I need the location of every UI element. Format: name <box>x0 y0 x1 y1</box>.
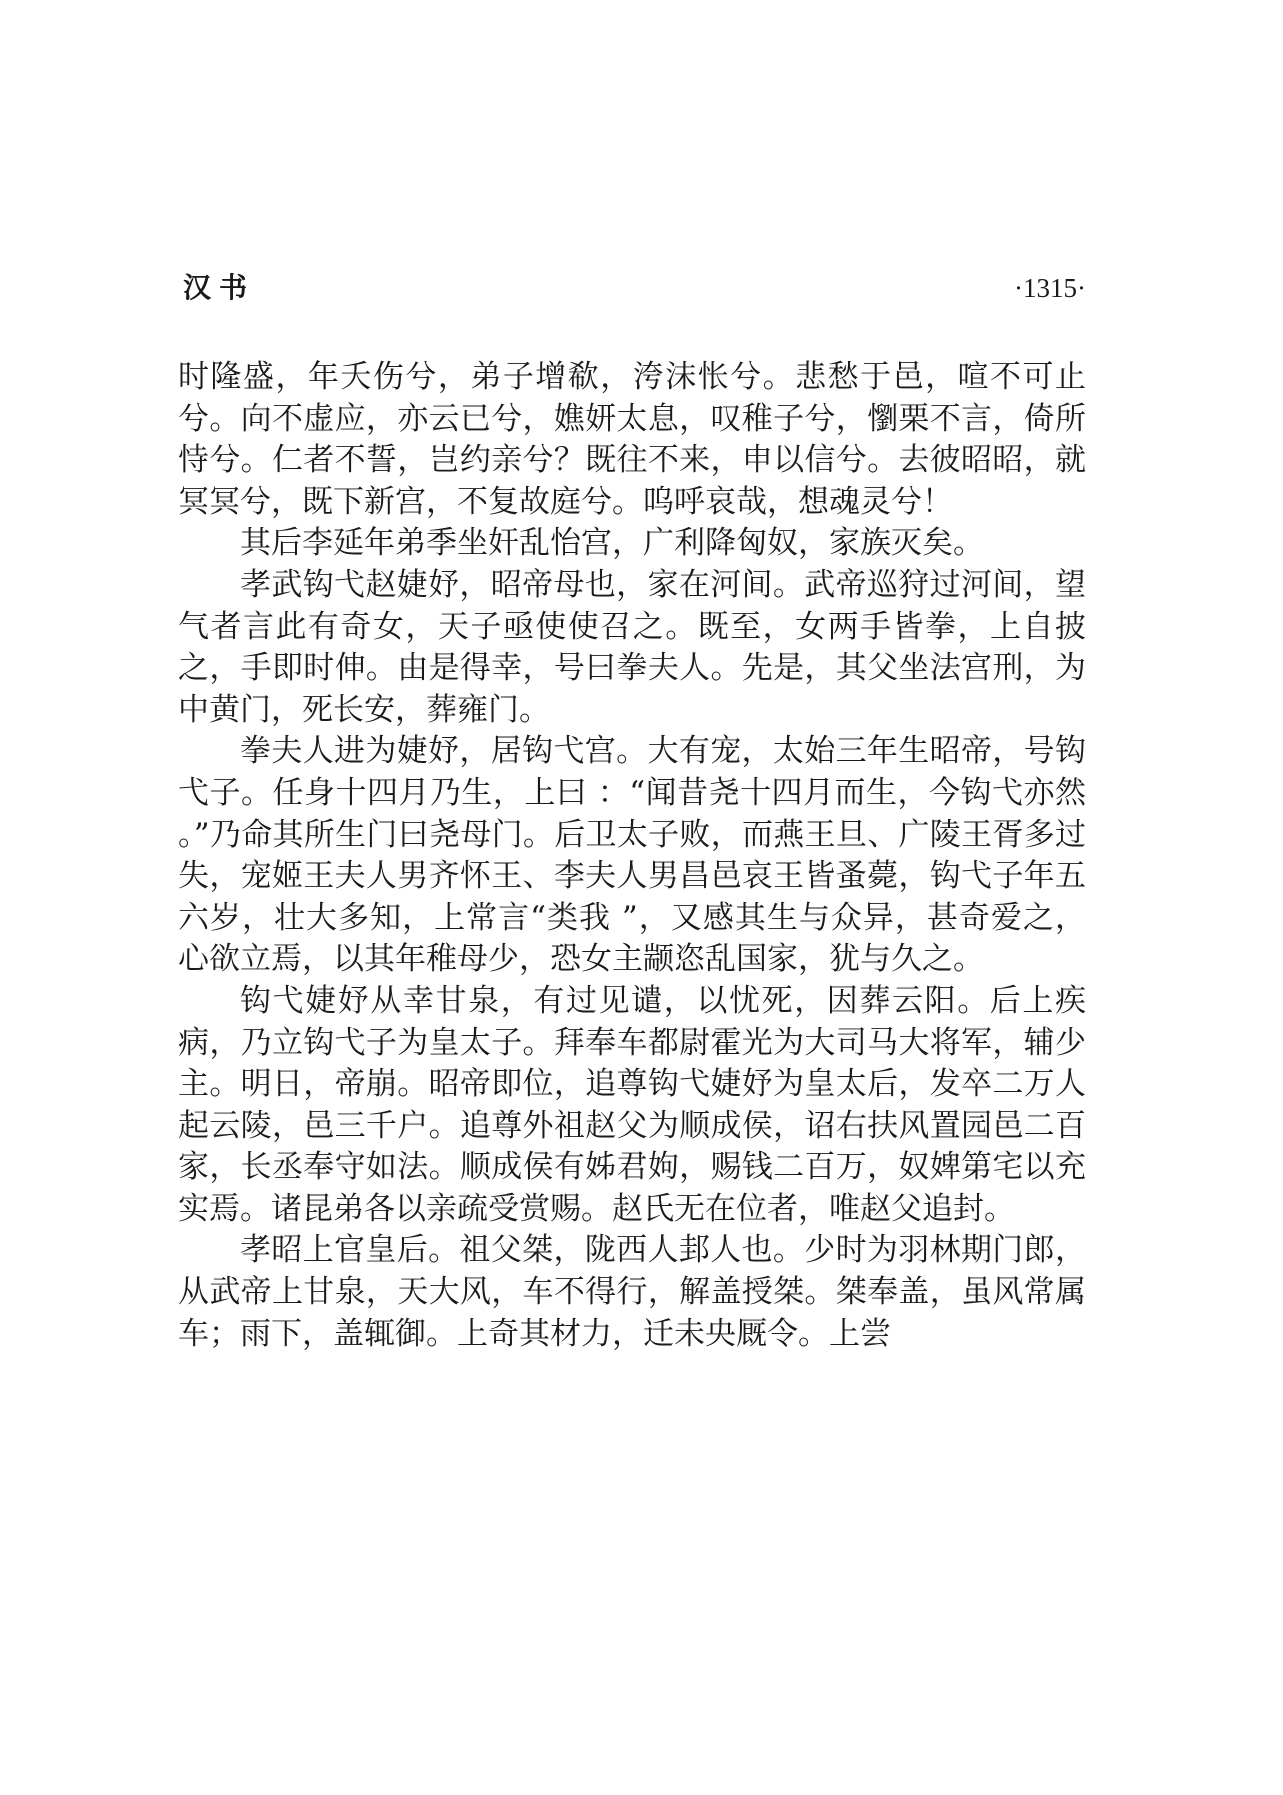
paragraph: 拳夫人进为婕妤，居钩弋宫。大有宠，太始三年生昭帝，号钩弋子。任身十四月乃生，上曰 ：“闻昔尧十四月而生，今钩弋亦然 。”乃命其所生门曰尧母门。后卫太子败，而燕王旦、广陵王胥多过失，宠姬王夫人男齐怀王、李夫人男昌邑哀王皆蚤薨，钩弋子年五六岁，壮大多知，上常言“类我 ”，又感其生与众异，甚奇爱之，心欲立焉，以其年稚母少，恐女主颛恣乱国家，犹与久之。 <box>178 733 1086 978</box>
paragraph: 时隆盛，年夭伤兮，弟子增欷，洿沫怅兮。悲愁于邑，喧不可止兮。向不虚应，亦云已兮，嫶妍太息，叹稚子兮，懰栗不言，倚所恃兮。仁者不誓，岂约亲兮？既往不来，申以信兮。去彼昭昭，就冥冥兮，既下新宫，不复故庭兮。呜呼哀哉，想魂灵兮！ <box>178 359 1086 520</box>
running-header <box>183 268 1086 308</box>
paragraph: 钩弋婕妤从幸甘泉，有过见谴，以忧死，因葬云阳。后上疾病，乃立钩弋子为皇太子。拜奉车都尉霍光为大司马大将军，辅少主。明日，帝崩。昭帝即位，追尊钩弋婕妤为皇太后，发卒二万人起云陵，邑三千户。追尊外祖赵父为顺成侯，诏右扶风置园邑二百家，长丞奉守如法。顺成侯有姊君姁，赐钱二百万，奴婢第宅以充实焉。诸昆弟各以亲疏受赏赐。赵氏无在位者，唯赵父追封。 <box>178 982 1086 1227</box>
paragraph: 孝昭上官皇后。祖父桀，陇西人邽人也。少时为羽林期门郎，从武帝上甘泉，天大风，车不得行，解盖授桀。桀奉盖，虽风常属车；雨下，盖辄御。上奇其材力，迁未央厩令。上尝 <box>178 1232 1086 1352</box>
page-number: ·1315· <box>1014 273 1086 303</box>
paragraph: 孝武钩弋赵婕妤，昭帝母也，家在河间。武帝巡狩过河间，望气者言此有奇女，天子亟使使召之。既至，女两手皆拳，上自披之，手即时伸。由是得幸，号曰拳夫人。先是，其父坐法宫刑，为中黄门，死长安，葬雍门。 <box>178 566 1086 728</box>
body-text <box>178 357 1086 1355</box>
paragraph: 其后李延年弟季坐奸乱怡宫，广利降匈奴，家族灭矣。 <box>240 525 984 562</box>
book-title: 汉书 <box>183 271 256 304</box>
